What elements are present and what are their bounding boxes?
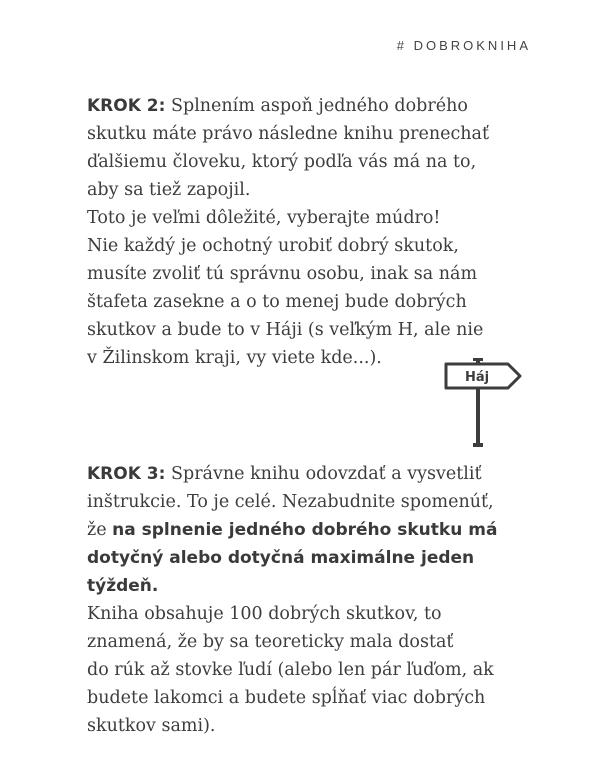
step-3-text-line: Kniha obsahuje 100 dobrých skutkov, to: [87, 604, 442, 624]
step-3-first-line: [87, 460, 537, 488]
step-2-text-line: aby sa tiež zapojil.: [87, 180, 251, 200]
step-3-text-line: do rúk až stovke ľudí (alebo len pár ľuďom, ak: [87, 660, 494, 680]
step-2-text-line: v Žilinskom kraji, vy viete kde...).: [87, 348, 382, 368]
signpost-label: Háj: [465, 370, 490, 385]
signpost-base: [473, 443, 483, 447]
step-2-text-line: skutku máte právo následne knihu prenechať: [87, 124, 489, 144]
step-3-label: KROK 3:: [87, 464, 166, 484]
step-2-text-line: Toto je veľmi dôležité, vyberajte múdro!: [87, 208, 441, 228]
signpost-top-cap: [473, 358, 483, 361]
step-2-paragraph: [87, 92, 537, 372]
step-2-text-line: skutkov a bude to v Háji (s veľkým H, ale nie: [87, 320, 484, 340]
hashtag-header: # DOBROKNIHA: [396, 38, 531, 53]
step-3-prefix: že: [87, 520, 113, 540]
step-3-text-line: Správne knihu odovzdať a vysvetliť: [165, 464, 482, 484]
step-3-text-line: budete lakomci a budete spĺňať viac dobrých: [87, 688, 486, 708]
step-3-text-line: znamená, že by sa teoreticky mala dostať: [87, 632, 454, 652]
step-2-label: KROK 2:: [87, 96, 166, 116]
step-3-text-line: skutkov sami).: [87, 716, 216, 736]
step-3-emphasis: týždeň.: [87, 576, 159, 596]
step-2-text-line: Splnením aspoň jedného dobrého: [165, 96, 468, 116]
step-3-emphasis-line: [87, 516, 537, 544]
step-2-text-line: musíte zvoliť tú správnu osobu, inak sa nám: [87, 264, 478, 284]
signpost-illustration: [442, 356, 526, 450]
step-2-text-line: štafeta zasekne a o to menej bude dobrých: [87, 292, 467, 312]
step-2-first-line: [87, 92, 537, 120]
step-3-emphasis: dotyčný alebo dotyčná maximálne jeden: [87, 548, 475, 568]
step-2-text-line: Nie každý je ochotný urobiť dobrý skutok,: [87, 236, 459, 256]
step-3-emphasis: na splnenie jedného dobrého skutku má: [112, 520, 498, 540]
step-2-text-line: ďalšiemu človeku, ktorý podľa vás má na to,: [87, 152, 477, 172]
step-3-text-line: inštrukcie. To je celé. Nezabudnite spomenúť,: [87, 492, 494, 512]
step-3-paragraph: [87, 460, 537, 740]
